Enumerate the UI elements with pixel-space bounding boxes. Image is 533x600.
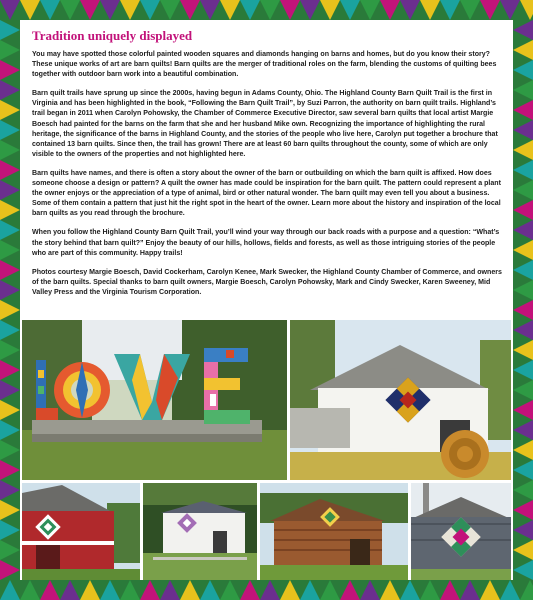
border-triangle — [360, 580, 380, 600]
page-title: Tradition uniquely displayed — [32, 28, 193, 43]
border-triangle — [0, 560, 20, 580]
border-triangle — [380, 0, 400, 20]
border-triangle — [520, 0, 533, 20]
photo-white-farmhouse — [143, 483, 257, 580]
photo-grey-barn — [411, 483, 511, 580]
border-triangle — [200, 580, 220, 600]
white-barn-image — [290, 320, 511, 480]
border-triangle — [120, 0, 140, 20]
border-triangle — [513, 500, 533, 520]
border-triangle — [480, 0, 500, 20]
border-triangle — [40, 0, 60, 20]
border-triangle — [480, 580, 500, 600]
border-triangle — [0, 460, 20, 480]
paragraph-history: Barn quilt trails have sprung up since the 2000s, having begun in Adams County, Ohio. The Highland County Barn Quilt Trail is the first in Virginia and has been highlighted in the book, “Following the Barn Quilt Trail”, by Suzi Parron, the authority on barn quilt trails. Highland’s trail began in 2011 when Carolyn Pohowsky, the Chamber of Commerce Executive Director, saw several barn quilts that local artist Margie Boesch had painted for the barns on the farm that she and her husband Mike own. Recognizing the importance of highlighting the rural heritage, the significance of the barns in Highland County, and the stories of the people who live here, Carolyn put together a brochure that contained 13 barn quilts. Since then, the trail has grown! There are at least 60 barn quilts throughout the county, some of which are only visible to the owners of the properties and not highlighted here. — [32, 90, 498, 158]
border-triangle — [180, 0, 200, 20]
border-triangle — [200, 0, 220, 20]
border-triangle — [513, 480, 533, 500]
border-triangle — [0, 260, 20, 280]
border-triangle — [0, 580, 20, 600]
border-triangle — [240, 0, 260, 20]
border-triangle — [513, 400, 533, 420]
border-triangle — [320, 580, 340, 600]
border-triangle — [0, 140, 20, 160]
border-triangle — [280, 580, 300, 600]
border-triangle — [0, 100, 20, 120]
border-triangle — [400, 0, 420, 20]
border-triangle — [0, 540, 20, 560]
border-triangle — [60, 0, 80, 20]
border-triangle — [460, 580, 480, 600]
border-triangle — [40, 580, 60, 600]
border-triangle — [513, 120, 533, 140]
border-triangle — [180, 580, 200, 600]
border-triangle — [513, 80, 533, 100]
grey-barn-image — [411, 483, 511, 580]
border-triangle — [513, 360, 533, 380]
article-body — [32, 50, 502, 307]
border-triangle — [260, 0, 280, 20]
border-triangle — [140, 0, 160, 20]
photo-red-barn — [22, 483, 140, 580]
border-triangle — [513, 20, 533, 40]
border-triangle — [0, 420, 20, 440]
border-triangle — [400, 580, 420, 600]
border-triangle — [0, 340, 20, 360]
border-triangle — [120, 580, 140, 600]
border-triangle — [360, 0, 380, 20]
border-triangle — [0, 280, 20, 300]
border-triangle — [513, 380, 533, 400]
border-triangle — [300, 580, 320, 600]
border-triangle — [513, 260, 533, 280]
border-triangle — [513, 340, 533, 360]
border-triangle — [460, 0, 480, 20]
border-triangle — [220, 0, 240, 20]
border-triangle — [0, 440, 20, 460]
border-triangle — [440, 580, 460, 600]
border-triangle — [380, 580, 400, 600]
border-triangle — [340, 580, 360, 600]
border-triangle — [513, 560, 533, 580]
border-triangle — [260, 580, 280, 600]
border-triangle — [513, 140, 533, 160]
border-triangle — [0, 500, 20, 520]
border-triangle — [513, 100, 533, 120]
border-triangle — [0, 180, 20, 200]
border-triangle — [0, 40, 20, 60]
love-sign-image — [22, 320, 287, 480]
border-triangle — [280, 0, 300, 20]
border-triangle — [513, 420, 533, 440]
border-triangle — [513, 240, 533, 260]
photo-log-barn — [260, 483, 408, 580]
paragraph-credits: Photos courtesy Margie Boesch, David Cockerham, Carolyn Kenee, Mark Swecker, the Highland County Chamber of Commerce, and owners of the barn quilts. Special thanks to barn quilt owners, Margie Boesch, Carolyn Pohowsky, Mark and Cindy Swecker, Karen Sweeney, Mid Valley Press and the Virginia Tourism Corporation. — [32, 268, 502, 296]
border-triangle — [513, 60, 533, 80]
border-triangle — [0, 320, 20, 340]
border-triangle — [513, 160, 533, 180]
border-triangle — [420, 0, 440, 20]
border-triangle — [0, 300, 20, 320]
border-triangle — [0, 0, 20, 20]
border-triangle — [160, 0, 180, 20]
border-triangle — [80, 0, 100, 20]
border-triangle — [240, 580, 260, 600]
border-triangle — [340, 0, 360, 20]
border-triangle — [0, 360, 20, 380]
border-triangle — [320, 0, 340, 20]
photo-white-barn — [290, 320, 511, 480]
border-triangle — [513, 440, 533, 460]
border-triangle — [0, 220, 20, 240]
border-triangle — [60, 580, 80, 600]
border-triangle — [220, 580, 240, 600]
border-triangle — [513, 200, 533, 220]
border-triangle — [0, 520, 20, 540]
border-triangle — [513, 220, 533, 240]
border-triangle — [513, 180, 533, 200]
white-farmhouse-image — [143, 483, 257, 580]
border-triangle — [0, 60, 20, 80]
paragraph-names: Barn quilts have names, and there is often a story about the owner of the barn or outbuilding on which the barn quilt is affixed. How does someone choose a design or pattern? A quilt the owner has made could be inspiration for the barn quilt. The pattern could represent a plant the owner enjoys or the appreciation of a type of animal, bird or other natural wonder. The barn quilt may even tell you about a business. Some of them contain a pattern that just hit the right spot in the heart of the owner. Learn more about the history and inspiration of the local barn quilts as you read through the brochure. — [32, 169, 501, 218]
border-triangle — [500, 580, 520, 600]
border-triangle — [513, 40, 533, 60]
border-triangle — [440, 0, 460, 20]
border-triangle — [0, 120, 20, 140]
border-triangle — [100, 580, 120, 600]
border-triangle — [20, 0, 40, 20]
border-triangle — [20, 580, 40, 600]
border-triangle — [0, 380, 20, 400]
paragraph-intro: You may have spotted those colorful painted wooden squares and diamonds hanging on barns and homes, but do you know their story? These unique works of art are barn quilts! Barn quilts are the merger of traditional roles on the farm, blending the customs of quilting bees together with outdoor barn work into a beautiful combination. — [32, 51, 497, 79]
photo-love-sign — [22, 320, 287, 480]
log-barn-image — [260, 483, 408, 580]
border-triangle — [513, 320, 533, 340]
border-triangle — [500, 0, 520, 20]
border-triangle — [140, 580, 160, 600]
border-triangle — [80, 580, 100, 600]
border-triangle — [513, 520, 533, 540]
border-triangle — [0, 160, 20, 180]
border-triangle — [0, 80, 20, 100]
border-triangle — [420, 580, 440, 600]
border-triangle — [300, 0, 320, 20]
border-triangle — [513, 540, 533, 560]
border-triangle — [0, 400, 20, 420]
border-triangle — [0, 480, 20, 500]
border-triangle — [0, 200, 20, 220]
border-triangle — [160, 580, 180, 600]
border-triangle — [100, 0, 120, 20]
border-triangle — [0, 20, 20, 40]
border-triangle — [0, 240, 20, 260]
red-barn-image — [22, 483, 140, 580]
paragraph-trail: When you follow the Highland County Barn Quilt Trail, you’ll wind your way through our back roads with a purpose and a question: “What’s the story behind that barn quilt?” Enjoy the beauty of our hills, hollows, fields and forests, as well as those intriguing stories of the people who are part of this community. Happy trails! — [32, 229, 500, 257]
border-triangle — [513, 300, 533, 320]
border-triangle — [520, 580, 533, 600]
border-triangle — [513, 280, 533, 300]
content-panel — [20, 20, 513, 580]
border-triangle — [513, 460, 533, 480]
